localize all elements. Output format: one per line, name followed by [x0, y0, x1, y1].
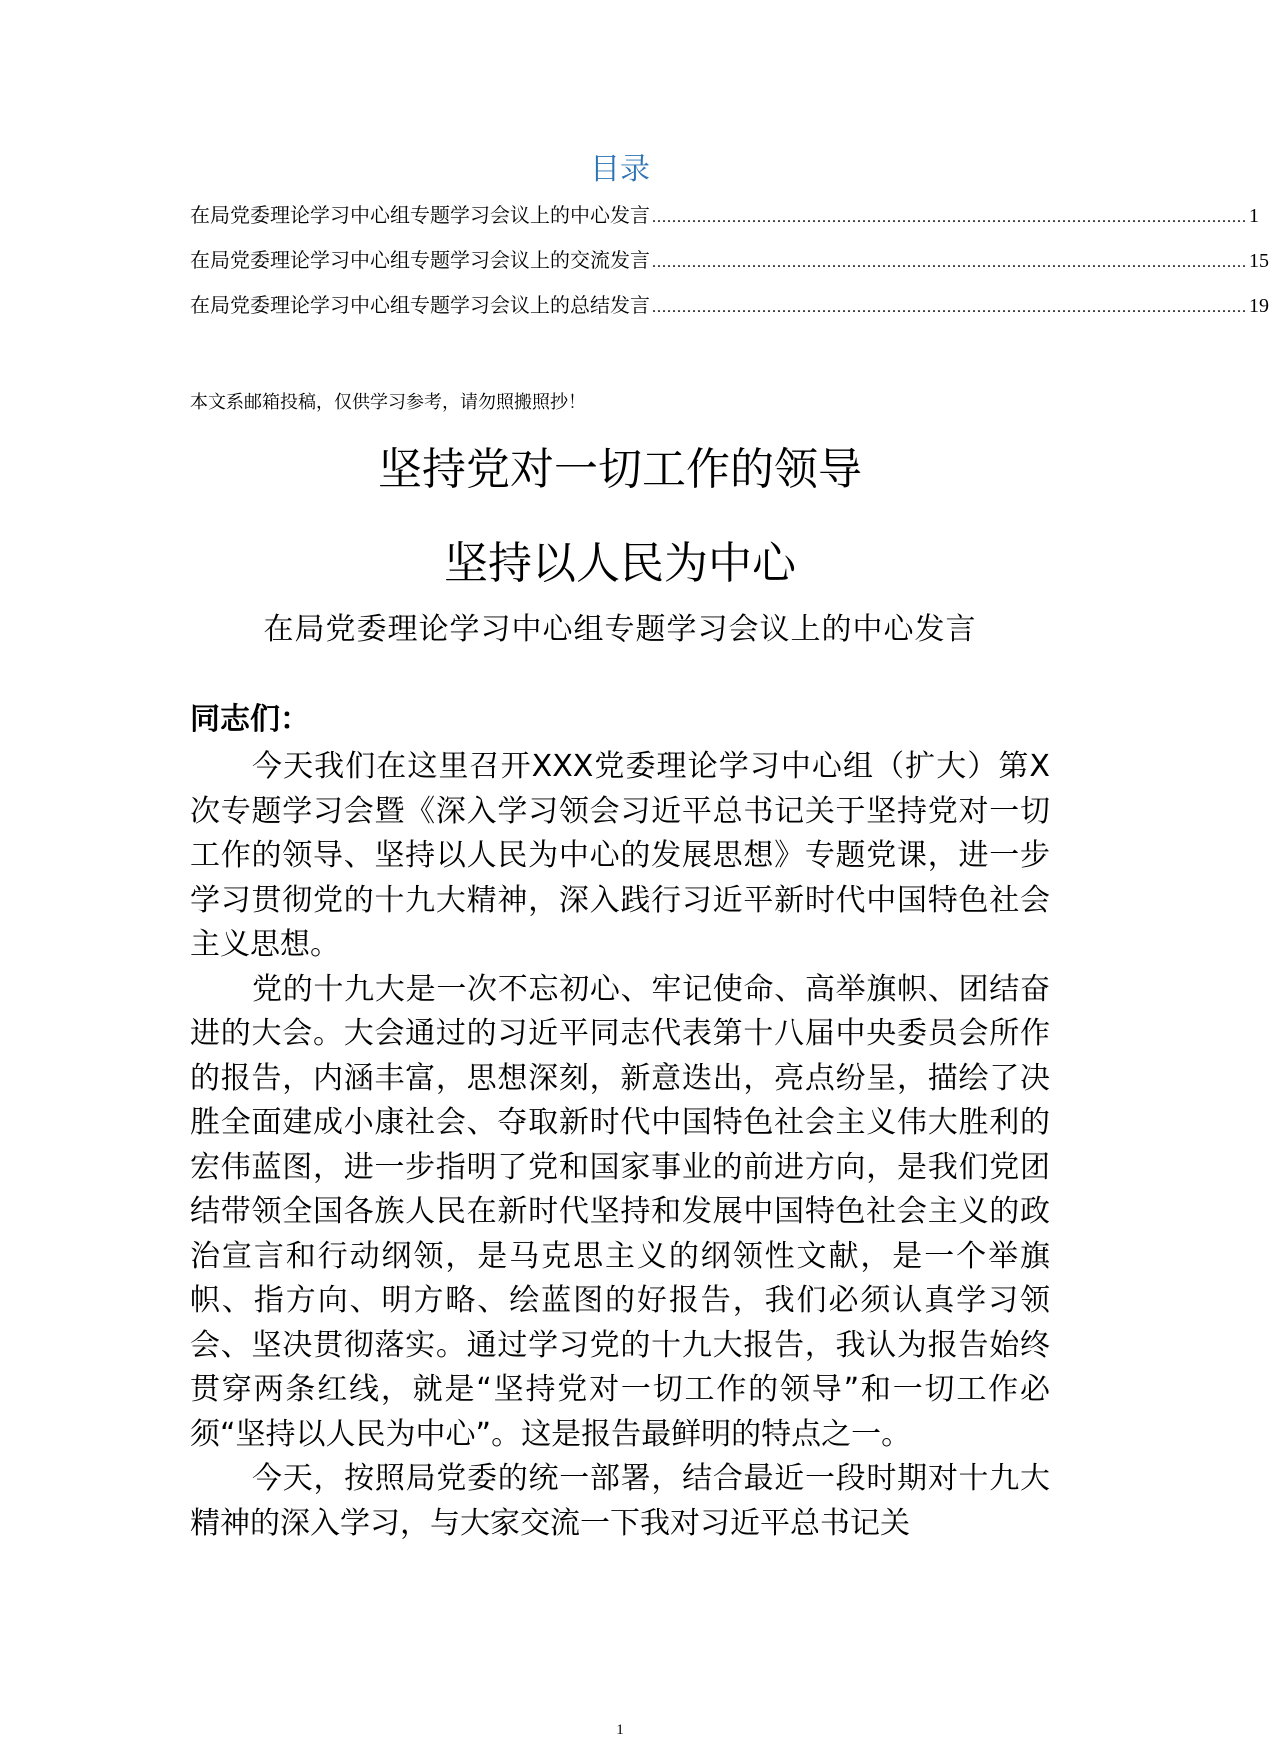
toc-entry-page: 1: [1249, 205, 1259, 227]
page-number: 1: [616, 1722, 624, 1738]
document-title-line-1: 坚持党对一切工作的领导: [378, 444, 862, 495]
toc-leader-dots: .......................................................................................................................: [652, 209, 1247, 226]
toc-entry-text: 在局党委理论学习中心组专题学习会议上的总结发言: [190, 293, 650, 317]
toc-leader-dots: .......................................................................................................................: [652, 254, 1247, 271]
document-subtitle: 在局党委理论学习中心组专题学习会议上的中心发言: [263, 612, 977, 647]
salutation: 同志们：: [190, 702, 310, 737]
body-paragraph: 今天，按照局党委的统一部署，结合最近一段时期对十九大精神的深入学习，与大家交流一下我对习近平总书记关: [190, 1461, 1050, 1541]
copyright-notice: 本文系邮箱投稿，仅供学习参考，请勿照搬照抄！: [190, 392, 586, 413]
toc-entry[interactable]: [190, 202, 1259, 247]
toc-title: 目录: [590, 152, 650, 187]
toc-entry[interactable]: [190, 292, 1269, 337]
toc-entry[interactable]: [190, 247, 1269, 292]
body-paragraph: 党的十九大是一次不忘初心、牢记使命、高举旗帜、团结奋进的大会。大会通过的习近平同志代表第十八届中央委员会所作的报告，内涵丰富，思想深刻，新意迭出，亮点纷呈，描绘了决胜全面建成小康社会、夺取新时代中国特色社会主义伟大胜利的宏伟蓝图，进一步指明了党和国家事业的前进方向，是我们党团结带领全国各族人民在新时代坚持和发展中国特色社会主义的政治宣言和行动纲领，是马克思主义的纲领性文献，是一个举旗帜、指方向、明方略、绘蓝图的好报告，我们必须认真学习领会、坚决贯彻落实。通过学习党的十九大报告，我认为报告始终贯穿两条红线，就是“坚持党对一切工作的领导”和一切工作必须“坚持以人民为中心”。这是报告最鲜明的特点之一。: [190, 971, 1050, 1452]
document-title-line-2: 坚持以人民为中心: [444, 538, 796, 589]
table-of-contents: [190, 202, 1269, 337]
toc-leader-dots: .......................................................................................................................: [652, 299, 1247, 316]
toc-entry-text: 在局党委理论学习中心组专题学习会议上的交流发言: [190, 248, 650, 272]
toc-entry-text: 在局党委理论学习中心组专题学习会议上的中心发言: [190, 203, 650, 227]
body-paragraph: 今天我们在这里召开XXX党委理论学习中心组（扩大）第X次专题学习会暨《深入学习领会习近平总书记关于坚持党对一切工作的领导、坚持以人民为中心的发展思想》专题党课，进一步学习贯彻党的十九大精神，深入践行习近平新时代中国特色社会主义思想。: [190, 749, 1050, 962]
toc-entry-page: 15: [1249, 250, 1269, 272]
body-text: [190, 745, 1050, 1546]
toc-entry-page: 19: [1249, 295, 1269, 317]
